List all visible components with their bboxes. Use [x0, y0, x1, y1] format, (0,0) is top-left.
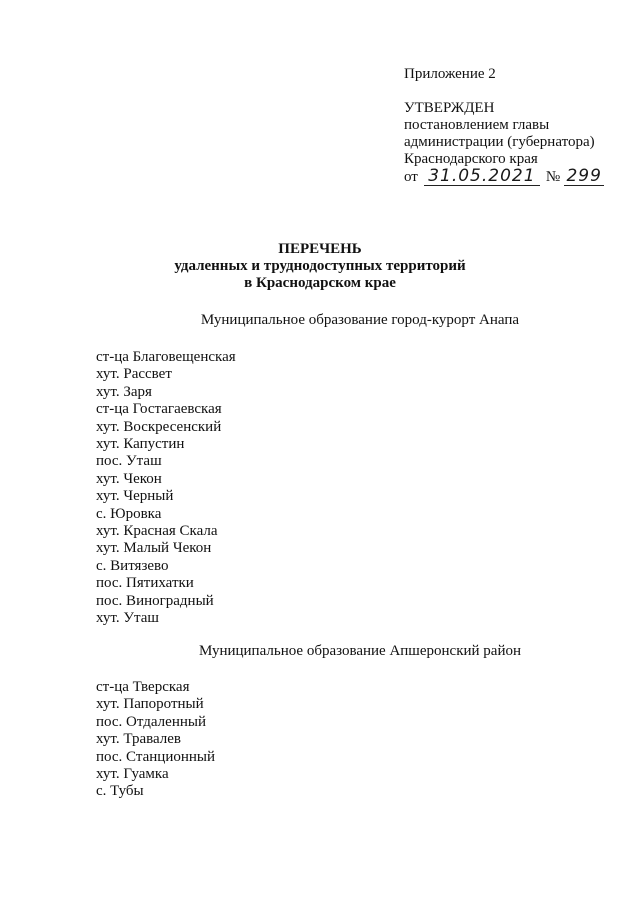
list-item: хут. Уташ: [96, 610, 159, 627]
number-sign: №: [545, 169, 561, 185]
settlement-list-anapa: [96, 349, 236, 628]
list-item: пос. Станционный: [96, 748, 216, 765]
approval-date-row: [404, 168, 624, 186]
list-item: пос. Пятихатки: [96, 575, 194, 592]
appendix-label: Приложение 2: [404, 66, 496, 82]
approved-label: УТВЕРЖДЕН: [404, 100, 495, 116]
list-item: хут. Малый Чекон: [96, 540, 212, 557]
handwritten-number: 299: [564, 168, 604, 186]
list-item: с. Тубы: [96, 783, 144, 800]
document-title: [0, 241, 640, 292]
list-item: хут. Заря: [96, 383, 152, 400]
section-heading-anapa: Муниципальное образование город-курорт Анапа: [200, 312, 520, 328]
list-item: хут. Черный: [96, 488, 174, 505]
approval-line-2: администрации (губернатора): [404, 134, 595, 150]
list-item: хут. Травалев: [96, 731, 182, 748]
list-item: с. Юровка: [96, 505, 162, 522]
title-line-3: в Краснодарском крае: [244, 275, 396, 291]
list-item: хут. Воскресенский: [96, 418, 222, 435]
list-item: пос. Виноградный: [96, 592, 214, 609]
list-item: хут. Гуамка: [96, 766, 169, 783]
section-heading-apsheronsk: Муниципальное образование Апшеронский район: [198, 643, 522, 659]
approval-line-1: постановлением главы: [404, 117, 550, 133]
list-item: хут. Красная Скала: [96, 523, 218, 540]
list-item: с. Витязево: [96, 557, 169, 574]
handwritten-date: 31.05.2021: [424, 168, 540, 186]
from-prefix: от: [404, 169, 418, 185]
approval-stamp-block: [404, 66, 624, 186]
list-item: хут. Капустин: [96, 436, 185, 453]
list-item: хут. Папоротный: [96, 696, 204, 713]
list-item: хут. Чекон: [96, 470, 162, 487]
list-item: ст-ца Тверская: [96, 679, 190, 695]
settlement-list-apsheronsk: [96, 679, 215, 801]
approval-line-3: Краснодарского края: [404, 151, 538, 167]
title-line-1: ПЕРЕЧЕНЬ: [278, 241, 362, 257]
list-item: пос. Уташ: [96, 453, 162, 470]
title-line-2: удаленных и труднодоступных территорий: [174, 258, 466, 274]
list-item: хут. Рассвет: [96, 366, 172, 383]
list-item: пос. Отдаленный: [96, 713, 206, 730]
list-item: ст-ца Благовещенская: [96, 349, 236, 365]
list-item: ст-ца Гостагаевская: [96, 401, 222, 418]
